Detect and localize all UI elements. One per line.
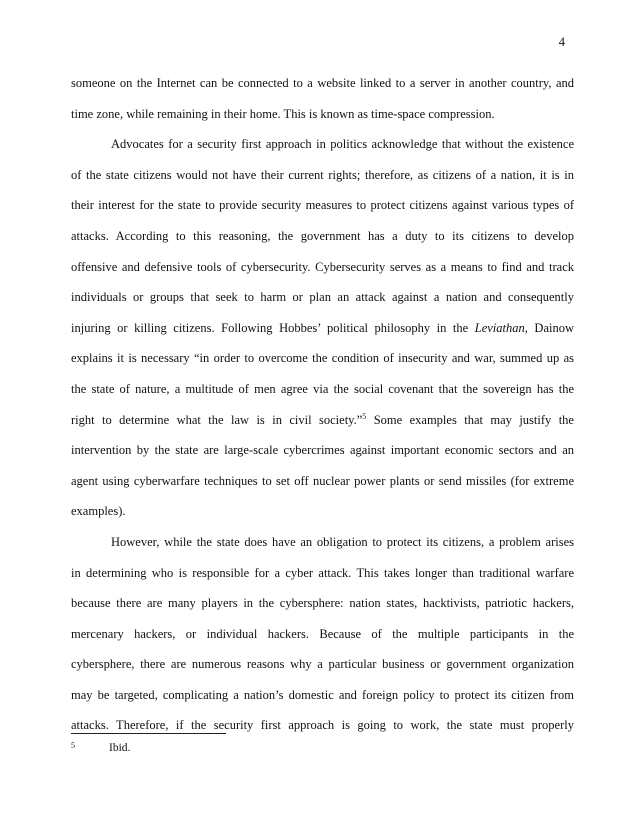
text-line: examples).: [71, 504, 126, 519]
text-line: attacks. According to this reasoning, the government has a duty to its citizens to develop: [71, 228, 574, 243]
footnote-number: 5: [71, 741, 75, 750]
text-line: someone on the Internet can be connected to a website linked to a server in another country, and: [71, 76, 574, 90]
text-line: their interest for the state to provide security measures to protect citizens against various types of: [71, 198, 574, 213]
text-segment: injuring or killing citizens. Following Hobbes’ political philosophy in the: [71, 320, 475, 335]
text-line: However, while the state does have an obligation to protect its citizens, a problem arises: [111, 534, 574, 549]
footnote-divider: [71, 733, 226, 734]
text-line: time zone, while remaining in their home. This is known as time-space compression.: [71, 106, 495, 121]
footnote-reference: 5: [362, 411, 367, 421]
text-line: individuals or groups that seek to harm or plan an attack against a nation and consequently: [71, 290, 574, 305]
text-line: mercenary hackers, or individual hackers. Because of the multiple participants in the: [71, 626, 574, 641]
text-line: Advocates for a security first approach in politics acknowledge that without the existence: [111, 137, 574, 152]
footnote-text: Ibid.: [109, 742, 131, 754]
text-line: offensive and defensive tools of cybersecurity. Cybersecurity serves as a means to find and track: [71, 259, 574, 274]
italic-title: Leviathan: [474, 320, 525, 335]
text-segment: right to determine what the law is in civil society.”: [71, 412, 363, 427]
text-line: because there are many players in the cybersphere: nation states, hacktivists, patriotic hackers,: [71, 596, 574, 611]
text-line: may be targeted, complicating a nation’s domestic and foreign policy to protect its citizen from: [71, 687, 574, 702]
text-segment: , Dainow: [524, 320, 574, 335]
text-line: in determining who is responsible for a cyber attack. This takes longer than traditional warfare: [71, 565, 574, 580]
footnote: [71, 742, 130, 754]
page-number: 4: [558, 35, 565, 49]
body-text: [71, 68, 574, 741]
text-line: intervention by the state are large-scale cybercrimes against important economic sectors and an: [71, 443, 574, 458]
text-line: the state of nature, a multitude of men agree via the social covenant that the sovereign has the: [71, 381, 574, 396]
text-line: of the state citizens would not have their current rights; therefore, as citizens of a nation, it is in: [71, 167, 574, 182]
text-line: attacks. Therefore, if the security first approach is going to work, the state must properly: [71, 718, 574, 733]
text-line: explains it is necessary “in order to overcome the condition of insecurity and war, summed up as: [71, 351, 574, 366]
text-line: [71, 405, 574, 436]
text-line: [71, 313, 574, 344]
text-line: cybersphere, there are numerous reasons why a particular business or government organization: [71, 657, 574, 672]
text-line: agent using cyberwarfare techniques to set off nuclear power plants or send missiles (for extreme: [71, 473, 574, 488]
text-segment: Some examples that may justify the: [366, 412, 574, 427]
